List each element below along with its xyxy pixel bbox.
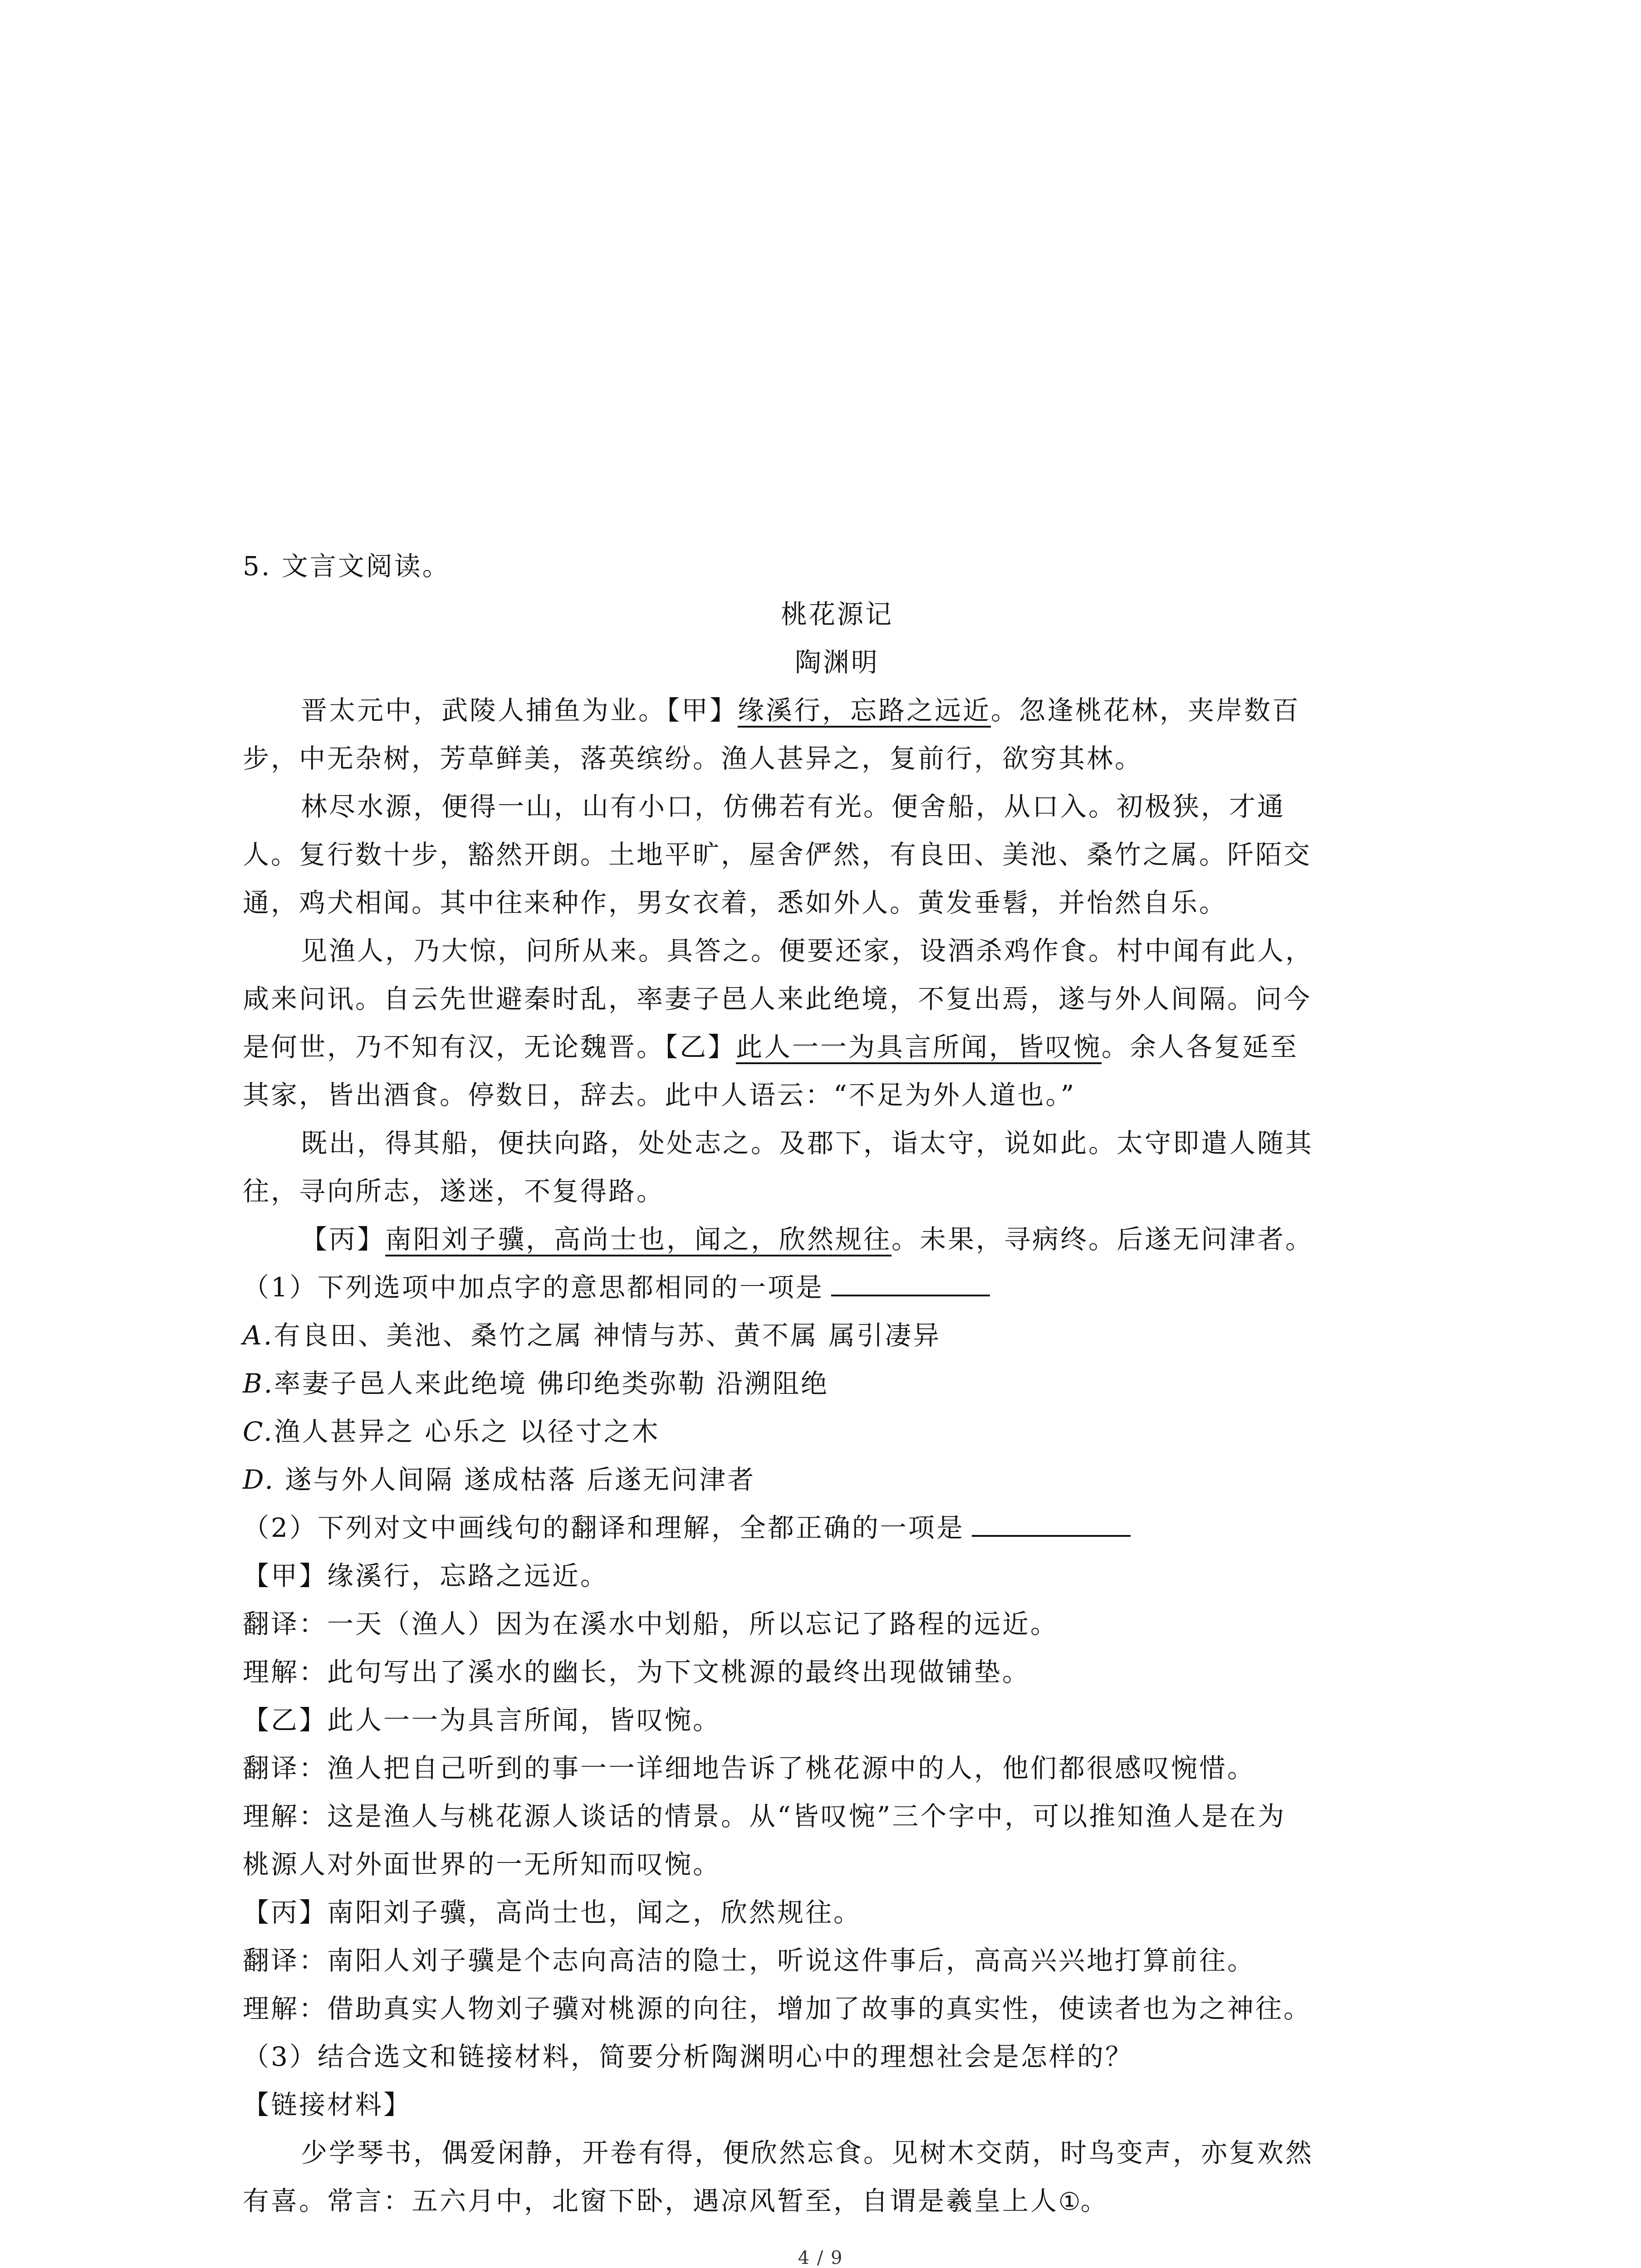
passage-paragraph-2-line-1: 林尽水源，便得一山，山有小口，仿佛若有光。便舍船，从口入。初极狭，才通 (301, 791, 1286, 822)
q2-jia-sentence: 【甲】缘溪行，忘路之远近。 (243, 1560, 609, 1591)
q2-bing-translation: 翻译：南阳人刘子骥是个志向高洁的隐士，听说这件事后，高高兴兴地打算前往。 (243, 1945, 1256, 1976)
answer-blank-1[interactable] (831, 1274, 990, 1296)
passage-text: 晋太元中，武陵人捕鱼为业。【甲】 (301, 695, 738, 726)
q2-jia-translation: 翻译：一天（渔人）因为在溪水中划船，所以忘记了路程的远近。 (243, 1608, 1059, 1639)
passage-paragraph-3-line-1: 见渔人，乃大惊，问所从来。具答之。便要还家，设酒杀鸡作食。村中闻有此人， (301, 935, 1314, 966)
passage-paragraph-4-line-1: 既出，得其船，便扶向路，处处志之。及郡下，诣太守，说如此。太守即遣人随其 (301, 1128, 1314, 1158)
passage-paragraph-4-line-2: 往，寻向所志，遂迷，不复得路。 (243, 1176, 665, 1207)
option-text: 有良田、美池、桑竹之属 神情与苏、黄不属 属引凄异 (274, 1320, 941, 1351)
link-material-line-2 (243, 2177, 1431, 2225)
page-number: 4 / 9 (798, 2248, 843, 2268)
answer-blank-2[interactable] (972, 1514, 1131, 1537)
passage-text: 。忽逢桃花林，夹岸数百 (991, 695, 1301, 726)
link-material-title: 【链接材料】 (243, 2089, 412, 2120)
option-letter: B. (243, 1368, 274, 1399)
q2-jia-understanding: 理解：此句写出了溪水的幽长，为下文桃源的最终出现做铺垫。 (243, 1657, 1031, 1687)
passage-paragraph-2-line-3: 通，鸡犬相闻。其中往来种作，男女衣着，悉如外人。黄发垂髫，并怡然自乐。 (243, 887, 1228, 918)
question-1-stem (243, 1263, 1431, 1311)
q2-bing-sentence: 【丙】南阳刘子骥，高尚士也，闻之，欣然规往。 (243, 1897, 862, 1928)
passage-text: 。未果，寻病终。后遂无问津者。 (892, 1224, 1314, 1255)
option-text: 率妻子邑人来此绝境 佛印绝类弥勒 沿溯阻绝 (274, 1368, 829, 1399)
footnote-marker: ① (1058, 2187, 1081, 2216)
underlined-sentence-jia: 缘溪行，忘路之远近 (738, 695, 991, 726)
q2-bing-understanding: 理解：借助真实人物刘子骥对桃源的向往，增加了故事的真实性，使读者也为之神往。 (243, 1993, 1312, 2024)
passage-title: 桃花源记 (780, 599, 893, 630)
option-d (243, 1456, 1431, 1504)
passage-author: 陶渊明 (794, 647, 879, 678)
option-a (243, 1311, 1431, 1359)
passage-paragraph-3-line-2: 咸来问讯。自云先世避秦时乱，率妻子邑人来此绝境，不复出焉，遂与外人间隔。问今 (243, 983, 1312, 1014)
option-text: 渔人甚异之 心乐之 以径寸之木 (274, 1416, 660, 1447)
option-letter: D. (243, 1464, 275, 1495)
question-2-text: （2）下列对文中画线句的翻译和理解，全都正确的一项是 (243, 1512, 965, 1543)
question-3-stem: （3）结合选文和链接材料，简要分析陶渊明心中的理想社会是怎样的？ (243, 2041, 1133, 2072)
question-1-text: （1）下列选项中加点字的意思都相同的一项是 (243, 1272, 824, 1303)
passage-paragraph-3-line-3 (243, 1023, 1431, 1071)
passage-paragraph-2-line-2: 人。复行数十步，豁然开朗。土地平旷，屋舍俨然，有良田、美池、桑竹之属。阡陌交 (243, 839, 1312, 870)
question-heading: 5. 文言文阅读。 (243, 551, 451, 582)
passage-paragraph-5 (243, 1215, 1431, 1263)
link-material-line-1: 少学琴书，偶爱闲静，开卷有得，便欣然忘食。见树木交荫，时鸟变声，亦复欢然 (301, 2137, 1314, 2168)
passage-text: 。余人各复延至 (1102, 1031, 1299, 1062)
passage-paragraph-1-line-1 (243, 686, 1431, 734)
q2-yi-sentence: 【乙】此人一一为具言所闻，皆叹惋。 (243, 1705, 721, 1735)
q2-yi-understanding-line-1: 理解：这是渔人与桃花源人谈话的情景。从“皆叹惋”三个字中，可以推知渔人是在为 (243, 1801, 1286, 1832)
option-letter: A. (243, 1320, 274, 1351)
passage-text: 【丙】 (301, 1224, 386, 1255)
link-material-end: 。 (1080, 2185, 1109, 2216)
question-2-stem (243, 1504, 1431, 1552)
option-c (243, 1408, 1431, 1456)
passage-paragraph-1-line-2: 步，中无杂树，芳草鲜美，落英缤纷。渔人甚异之，复前行，欲穷其林。 (243, 743, 1143, 774)
option-letter: C. (243, 1416, 274, 1447)
link-material-text: 有喜。常言：五六月中，北窗下卧，遇凉风暂至，自谓是羲皇上人 (243, 2185, 1059, 2216)
option-text: 遂与外人间隔 遂成枯落 后遂无问津者 (274, 1464, 756, 1495)
passage-text: 是何世，乃不知有汉，无论魏晋。【乙】 (243, 1031, 736, 1062)
underlined-sentence-bing: 南阳刘子骥，高尚士也，闻之，欣然规往 (385, 1224, 892, 1255)
passage-paragraph-3-line-4: 其家，皆出酒食。停数日，辞去。此中人语云：“不足为外人道也。” (243, 1080, 1076, 1110)
question-content (243, 542, 1431, 2225)
underlined-sentence-yi: 此人一一为具言所闻，皆叹惋 (736, 1031, 1102, 1062)
option-b (243, 1359, 1431, 1408)
q2-yi-understanding-line-2: 桃源人对外面世界的一无所知而叹惋。 (243, 1849, 721, 1880)
q2-yi-translation: 翻译：渔人把自己听到的事一一详细地告诉了桃花源中的人，他们都很感叹惋惜。 (243, 1753, 1256, 1784)
